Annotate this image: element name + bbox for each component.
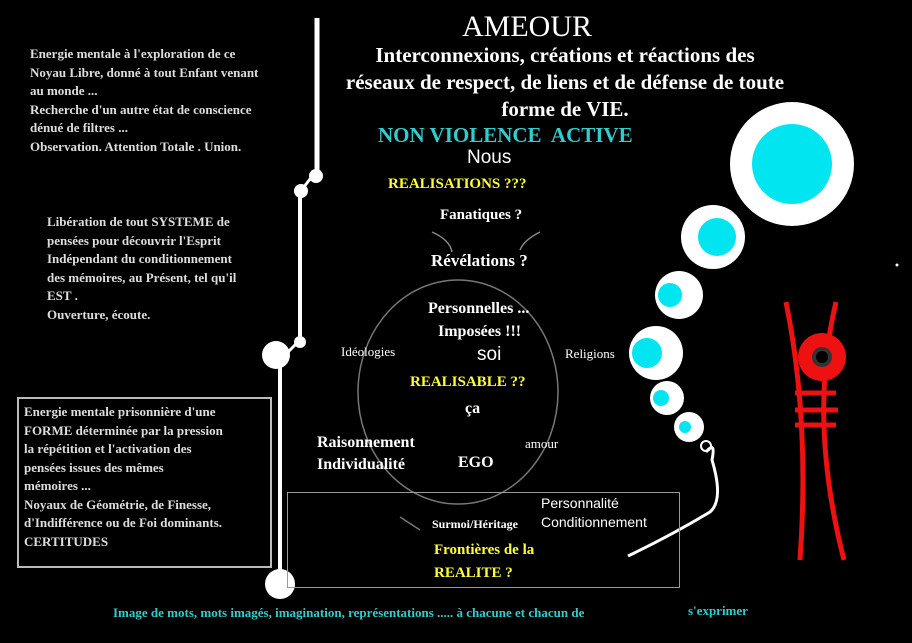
label-imposees: Imposées !!! [438, 323, 522, 340]
label-nous: Nous [467, 147, 512, 168]
label-ego: EGO [458, 454, 494, 471]
left-block-bottom [24, 403, 270, 551]
revelation-arc [432, 232, 452, 252]
left-block-top [30, 45, 310, 156]
label-personnalite: Personnalité [541, 495, 619, 511]
text-line: Ouverture, écoute. [47, 306, 151, 322]
red-eye-pupil [816, 351, 828, 363]
bubble-core [632, 338, 662, 368]
text-line: Energie mentale prisonnière d'une [24, 404, 216, 419]
text-line: Indépendant du conditionnement [47, 251, 232, 266]
text-line: EST . [47, 288, 78, 303]
text-line: Recherche d'un autre état de conscience [30, 101, 252, 117]
text-line: au monde ... [30, 83, 98, 98]
subtitle: Interconnexions, créations et réactions des réseaux de respect, de liens et de défense de toute forme de VIE. [345, 43, 785, 121]
label-ideologies: Idéologies [341, 344, 396, 359]
label-soi: soi [477, 344, 502, 365]
text-line: Energie mentale à l'exploration de ce [30, 46, 236, 61]
label-conditionnement: Conditionnement [541, 514, 647, 530]
text-line: mémoires ... [24, 478, 91, 493]
text-line: Observation. Attention Totale . Union. [30, 138, 242, 154]
text-line: CERTITUDES [24, 533, 109, 549]
label-ca: ça [465, 400, 481, 417]
bubble-core [698, 218, 736, 256]
text-line: pensées pour découvrir l'Esprit [47, 232, 221, 248]
text-line: pensées issues des mêmes [24, 459, 164, 475]
label-realisations: REALISATIONS ??? [388, 176, 527, 192]
text-line: dénué de filtres ... [30, 120, 128, 135]
label-individualite: Individualité [317, 456, 406, 473]
label-personnelles: Personnelles ... [428, 300, 530, 317]
tail-tip [701, 441, 711, 451]
axis-node [309, 169, 323, 183]
axis-node [294, 336, 306, 348]
label-realite: REALITE ? [434, 565, 513, 581]
footer-text: Image de mots, mots imagés, imagination, représentations ..... à chacune et chacun de [113, 605, 585, 620]
bubble-core [679, 421, 691, 433]
bubble-core [658, 283, 682, 307]
text-line: Noyaux de Géométrie, de Finesse, [24, 496, 212, 512]
text-line: la répétition et l'activation des [24, 441, 192, 456]
label-raisonnement: Raisonnement [317, 434, 415, 451]
label-surmoi: Surmoi/Héritage [432, 517, 518, 531]
text-line: FORME déterminée par la pression [24, 422, 223, 438]
label-fanatiques: Fanatiques ? [440, 207, 523, 223]
bubble-core [653, 390, 669, 406]
bubble-large-core [752, 124, 832, 204]
label-realisable: REALISABLE ?? [410, 374, 526, 390]
label-frontieres: Frontières de la [434, 542, 535, 558]
text-line: des mémoires, au Présent, tel qu'il [47, 269, 237, 285]
left-block-middle [47, 213, 297, 324]
text-line: Libération de tout SYSTEME de [47, 214, 230, 229]
revelation-arc [520, 232, 540, 250]
page-title: AMEOUR [462, 10, 593, 43]
footer-end: s'exprimer [688, 603, 748, 618]
label-amour: amour [525, 436, 559, 451]
label-religions: Religions [565, 346, 615, 361]
axis-node [294, 184, 308, 198]
axis-node [262, 341, 290, 369]
label-revelations: Révélations ? [431, 251, 528, 270]
star-dot [896, 264, 899, 267]
motto: NON VIOLENCE ACTIVE [378, 123, 633, 147]
text-line: d'Indifférence ou de Foi dominants. [24, 515, 223, 530]
text-line: Noyau Libre, donné à tout Enfant venant [30, 64, 259, 80]
